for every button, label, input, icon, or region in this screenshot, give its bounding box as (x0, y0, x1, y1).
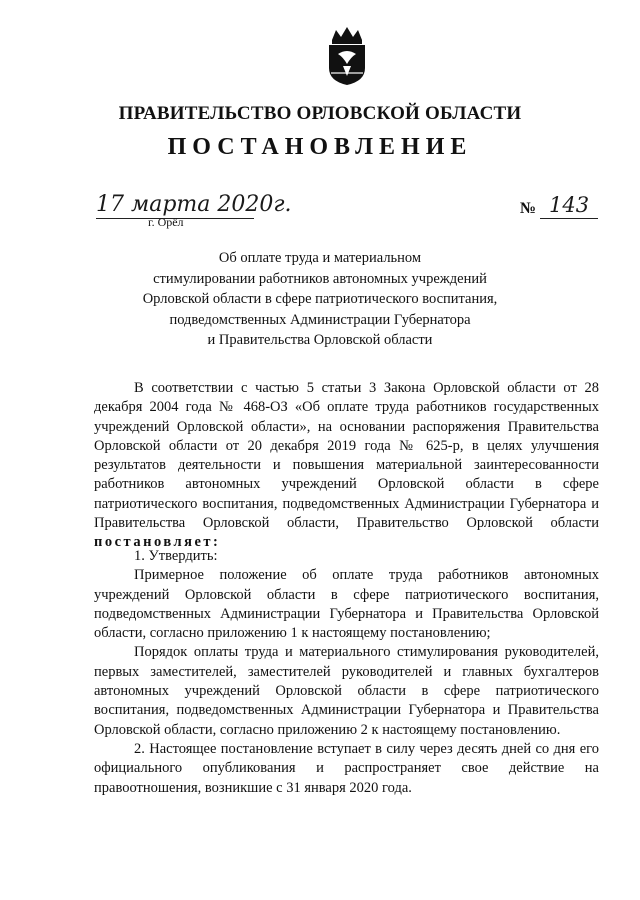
title-line: и Правительства Орловской области (207, 332, 433, 348)
decree-items (94, 547, 599, 798)
item-2: 2. Настоящее постановление вступает в силу через десять дней со дня его официального опубликования и распространяет свое действие на правоотношения, возникшие с 31 января 2020 года. (94, 740, 599, 796)
number-underline (540, 218, 598, 219)
city-label: г. Орёл (148, 215, 184, 229)
handwritten-number: 143 (549, 193, 590, 217)
title-line: стимулировании работников автономных учреждений (153, 270, 487, 287)
item-1-annex-2: Порядок оплаты труда и материального стимулирования руководителей, первых заместителей, заместителей руководителей и главных бухгалтеров автономных учреждений Орловской области в сфере патриотического воспитания, подведомственных Администрации Губернатора и Правительства Орловской области, согласно приложению 2 к настоящему постановлению. (94, 644, 599, 738)
item-1-annex-1: Примерное положение об оплате труда работников автономных учреждений Орловской области в сфере патриотического воспитания, подведомственных Администрации Губернатора и Правительства Орловской области, согласно приложению 1 к настоящему постановлению; (94, 567, 599, 642)
preamble-text: В соответствии с частью 5 статьи 3 Закона Орловской области от 28 декабря 2004 года № 468-ОЗ «Об оплате труда работников государственных учреждений Орловской области», на основании распоряжения Правительства Орловской области от 20 декабря 2019 года № 625-р, в целях улучшения результатов деятельности и повышения материальной заинтересованности работников автономных учреждений Орловской области в сфере патриотического воспитания, подведомственных Администрации Губернатора и Правительства Орловской области, Правительство Орловской области (94, 380, 599, 532)
coat-of-arms-icon (324, 26, 370, 86)
title-line: Об оплате труда и материальном (218, 250, 422, 266)
number-sign: № (520, 200, 537, 217)
title-line: Орловской области в сфере патриотического воспитания, (142, 291, 498, 307)
preamble-paragraph (94, 379, 599, 553)
resolves-word: постановляет: (94, 534, 221, 551)
document-title (0, 248, 640, 351)
item-1-heading: 1. Утвердить: (134, 548, 218, 564)
document-type: ПОСТАНОВЛЕНИЕ (167, 134, 473, 160)
title-line: подведомственных Администрации Губернатора (169, 311, 471, 328)
government-name: ПРАВИТЕЛЬСТВО ОРЛОВСКОЙ ОБЛАСТИ (118, 103, 522, 124)
handwritten-date: 17 марта 2020г. (96, 192, 292, 217)
